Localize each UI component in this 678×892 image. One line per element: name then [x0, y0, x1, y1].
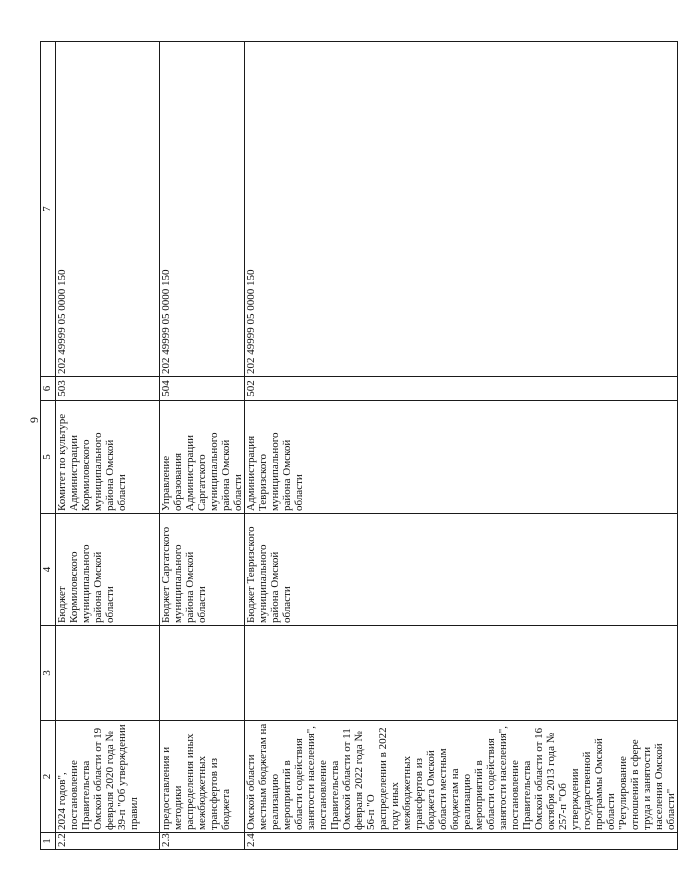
- rotated-page: [40, 42, 677, 850]
- table-row: [56, 42, 160, 850]
- budget-cell: Бюджет Тевризского муниципального района Омской области: [245, 514, 678, 626]
- col-header-1: 1: [41, 833, 56, 850]
- code-cell: 503: [56, 377, 160, 401]
- code-cell: 504: [160, 377, 245, 401]
- table-row: [160, 42, 245, 850]
- budget-table: [40, 41, 678, 850]
- row-number: 2.2: [56, 833, 160, 850]
- row-number: 2.4: [245, 833, 678, 850]
- col3-cell: [160, 626, 245, 721]
- budget-classification-code: 202 49999 05 0000 150: [245, 42, 678, 377]
- budget-classification-code: 202 49999 05 0000 150: [56, 42, 160, 377]
- col-header-6: 6: [41, 377, 56, 401]
- col3-cell: [56, 626, 160, 721]
- administrator-cell: Администрация Тевризского муниципального района Омской области: [245, 401, 678, 514]
- col-header-3: 3: [41, 626, 56, 721]
- legal-basis-cell: предоставления и методики распределения иных межбюджетных трансфертов из бюджета: [160, 721, 245, 833]
- page-number: 9: [27, 417, 41, 423]
- col-header-5: 5: [41, 401, 56, 514]
- legal-basis-cell: Омской области местным бюджетам на реализацию мероприятий в области содействия занятости населения", постановление Правительства Омской области от 11 февраля 2022 года № 56-п "О распределении в 2022 году иных межбюджетных трансфертов из бюджета Омской области местным бюджетам на реализацию мероприятий в области содействия занятости населения", постановление Правительства Омской области от 16 октября 2013 года № 257-п "Об утверждении государственной программы Омской области "Регулирование отношений в сфере труда и занятости населения Омской области": [245, 721, 678, 833]
- col-header-2: 2: [41, 721, 56, 833]
- col-header-7: 7: [41, 42, 56, 377]
- budget-cell: Бюджет Кормиловского муниципального района Омской области: [56, 514, 160, 626]
- row-number: 2.3: [160, 833, 245, 850]
- col3-cell: [245, 626, 678, 721]
- budget-classification-code: 202 49999 05 0000 150: [160, 42, 245, 377]
- administrator-cell: Управление образования Администрации Саргатского муниципального района Омской области: [160, 401, 245, 514]
- col-header-4: 4: [41, 514, 56, 626]
- legal-basis-cell: 2024 годов", постановление Правительства Омской области от 19 февраля 2020 года № 39-п "Об утверждении правил: [56, 721, 160, 833]
- header-row: [41, 42, 56, 850]
- code-cell: 502: [245, 377, 678, 401]
- administrator-cell: Комитет по культуре Администрации Кормиловского муниципального района Омской области: [56, 401, 160, 514]
- table-row: [245, 42, 678, 850]
- budget-cell: Бюджет Саргатского муниципального района Омской области: [160, 514, 245, 626]
